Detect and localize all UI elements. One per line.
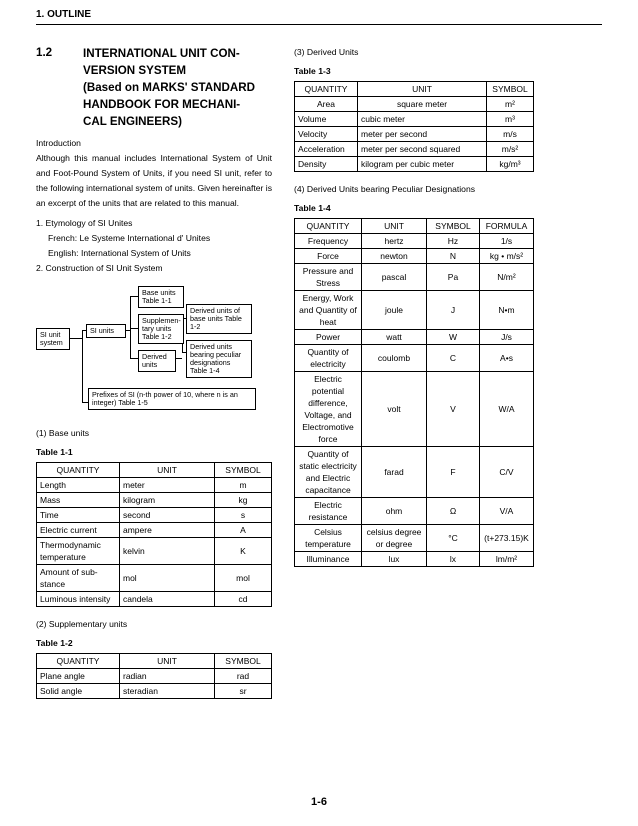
table-cell: C/V bbox=[480, 447, 534, 498]
table-cell: Solid angle bbox=[37, 684, 120, 699]
table3-label: (3) Derived Units bbox=[294, 47, 359, 57]
table-cell: (t+273.15)K bbox=[480, 525, 534, 552]
table-row bbox=[295, 552, 534, 567]
table-cell: A•s bbox=[480, 345, 534, 372]
prefixes-box: Prefixes of SI (n-th power of 10, where n is an integer) Table 1-5 bbox=[88, 388, 256, 410]
table-cell: 1/s bbox=[480, 234, 534, 249]
table-cell: Electric potential difference, Voltage, and Electromotive force bbox=[295, 372, 362, 447]
table-cell: N bbox=[427, 249, 480, 264]
table-cell: Energy, Work and Quantity of heat bbox=[295, 291, 362, 330]
base-units-box: Base units Table 1-1 bbox=[138, 286, 184, 308]
table-row bbox=[295, 127, 534, 142]
connector-line bbox=[130, 296, 131, 358]
table3-caption: Table 1-3 bbox=[294, 66, 331, 76]
table-cell: newton bbox=[362, 249, 427, 264]
table2-caption: Table 1-2 bbox=[36, 638, 73, 648]
table-cell: Luminous intensity bbox=[37, 592, 120, 607]
table-cell: Mass bbox=[37, 493, 120, 508]
derived-of-base-box: Derived units of base units Table 1-2 bbox=[186, 304, 252, 334]
table-row bbox=[295, 330, 534, 345]
table-row bbox=[295, 447, 534, 498]
peculiar-derived-units-table bbox=[294, 218, 534, 567]
table-cell: K bbox=[215, 538, 272, 565]
table-row bbox=[295, 157, 534, 172]
table-cell: Electric resistance bbox=[295, 498, 362, 525]
table-cell: m² bbox=[487, 97, 534, 112]
table-cell: Volume bbox=[295, 112, 358, 127]
table-cell: Area bbox=[295, 97, 358, 112]
table-cell: cd bbox=[215, 592, 272, 607]
table-cell: volt bbox=[362, 372, 427, 447]
table-cell: lux bbox=[362, 552, 427, 567]
table-cell: second bbox=[120, 508, 215, 523]
column-header: QUANTITY bbox=[295, 219, 362, 234]
table-cell: cubic meter bbox=[358, 112, 487, 127]
column-header: QUANTITY bbox=[295, 82, 358, 97]
connector-line bbox=[130, 358, 138, 359]
table-cell: W/A bbox=[480, 372, 534, 447]
column-header: QUANTITY bbox=[37, 654, 120, 669]
table-cell: kelvin bbox=[120, 538, 215, 565]
si-construction-diagram bbox=[36, 280, 272, 420]
table-row bbox=[295, 112, 534, 127]
column-header: UNIT bbox=[362, 219, 427, 234]
table-cell: mol bbox=[215, 565, 272, 592]
table-cell: mol bbox=[120, 565, 215, 592]
connector-line bbox=[70, 338, 82, 339]
table-cell: °C bbox=[427, 525, 480, 552]
table-cell: N/m² bbox=[480, 264, 534, 291]
table-cell: V bbox=[427, 372, 480, 447]
table-cell: Quantity of static electricity and Electric capacitance bbox=[295, 447, 362, 498]
table-cell: meter bbox=[120, 478, 215, 493]
table-cell: Density bbox=[295, 157, 358, 172]
table-cell: Amount of sub- stance bbox=[37, 565, 120, 592]
list-item-1-english: English: International System of Units bbox=[48, 248, 191, 258]
table-row bbox=[295, 264, 534, 291]
column-header: UNIT bbox=[120, 654, 215, 669]
table-cell: candela bbox=[120, 592, 215, 607]
table-cell: V/A bbox=[480, 498, 534, 525]
table-cell: kg bbox=[215, 493, 272, 508]
table-cell: W bbox=[427, 330, 480, 345]
table-cell: Pressure and Stress bbox=[295, 264, 362, 291]
table-cell: joule bbox=[362, 291, 427, 330]
page-number: 1-6 bbox=[311, 796, 327, 808]
derived-units-box: Derived units bbox=[138, 350, 176, 372]
table-row bbox=[37, 493, 272, 508]
table-cell: coulomb bbox=[362, 345, 427, 372]
table-cell: Celsius temperature bbox=[295, 525, 362, 552]
table-row bbox=[37, 523, 272, 538]
table-cell: s bbox=[215, 508, 272, 523]
column-header: FORMULA bbox=[480, 219, 534, 234]
table-row bbox=[295, 249, 534, 264]
table-cell: rad bbox=[215, 669, 272, 684]
table-cell: Pa bbox=[427, 264, 480, 291]
table4-label: (4) Derived Units bearing Peculiar Designations bbox=[294, 184, 476, 194]
table1-label: (1) Base units bbox=[36, 428, 90, 438]
table-cell: Quantity of electricity bbox=[295, 345, 362, 372]
connector-line bbox=[130, 328, 138, 329]
table-cell: Ω bbox=[427, 498, 480, 525]
connector-line bbox=[130, 296, 138, 297]
table-cell: m³ bbox=[487, 112, 534, 127]
table-cell: pascal bbox=[362, 264, 427, 291]
table-cell: Hz bbox=[427, 234, 480, 249]
table-cell: J/s bbox=[480, 330, 534, 345]
column-header: UNIT bbox=[120, 463, 215, 478]
table-cell: Acceleration bbox=[295, 142, 358, 157]
table-cell: Velocity bbox=[295, 127, 358, 142]
table-cell: meter per second bbox=[358, 127, 487, 142]
table-row bbox=[295, 345, 534, 372]
table-row bbox=[37, 669, 272, 684]
table-cell: steradian bbox=[120, 684, 215, 699]
table-cell: A bbox=[215, 523, 272, 538]
table-cell: C bbox=[427, 345, 480, 372]
table-cell: m/s² bbox=[487, 142, 534, 157]
section-title-line: INTERNATIONAL UNIT CON- bbox=[83, 47, 240, 60]
table-row bbox=[37, 508, 272, 523]
table1-caption: Table 1-1 bbox=[36, 447, 73, 457]
table-row bbox=[37, 565, 272, 592]
table-cell: Frequency bbox=[295, 234, 362, 249]
table-cell: sr bbox=[215, 684, 272, 699]
running-header: 1. OUTLINE bbox=[36, 9, 92, 20]
table-row bbox=[295, 372, 534, 447]
right-column bbox=[294, 45, 534, 567]
table4-caption: Table 1-4 bbox=[294, 203, 331, 213]
si-units-box: SI units bbox=[86, 324, 126, 338]
table-cell: Force bbox=[295, 249, 362, 264]
table-cell: N•m bbox=[480, 291, 534, 330]
connector-line bbox=[82, 330, 83, 402]
table-cell: Plane angle bbox=[37, 669, 120, 684]
derived-peculiar-box: Derived units bearing peculiar designations Table 1-4 bbox=[186, 340, 252, 378]
table-row bbox=[295, 142, 534, 157]
header-rule bbox=[36, 24, 602, 25]
section-title bbox=[83, 45, 272, 130]
column-header: SYMBOL bbox=[215, 654, 272, 669]
table-cell: Thermodynamic temperature bbox=[37, 538, 120, 565]
supplementary-units-box: Supplemen- tary units Table 1-2 bbox=[138, 314, 184, 344]
list-item-1-french: French: Le Systeme International d' Unites bbox=[48, 233, 211, 243]
table-cell: radian bbox=[120, 669, 215, 684]
column-header: SYMBOL bbox=[215, 463, 272, 478]
table-cell: ampere bbox=[120, 523, 215, 538]
table-cell: m/s bbox=[487, 127, 534, 142]
table-cell: F bbox=[427, 447, 480, 498]
table-cell: farad bbox=[362, 447, 427, 498]
column-header: UNIT bbox=[358, 82, 487, 97]
table-cell: Illuminance bbox=[295, 552, 362, 567]
si-unit-system-box: SI unit system bbox=[36, 328, 70, 350]
column-header: SYMBOL bbox=[427, 219, 480, 234]
table-cell: kg • m/s² bbox=[480, 249, 534, 264]
table-cell: Time bbox=[37, 508, 120, 523]
list-item-2: 2. Construction of SI Unit System bbox=[36, 263, 163, 273]
table-row bbox=[37, 478, 272, 493]
supplementary-units-table bbox=[36, 653, 272, 699]
column-header: SYMBOL bbox=[487, 82, 534, 97]
table-row bbox=[295, 234, 534, 249]
table-cell: watt bbox=[362, 330, 427, 345]
table-cell: kilogram bbox=[120, 493, 215, 508]
table-cell: m bbox=[215, 478, 272, 493]
table-row bbox=[37, 538, 272, 565]
table-row bbox=[295, 498, 534, 525]
table-cell: meter per second squared bbox=[358, 142, 487, 157]
table-cell: celsius degree or degree bbox=[362, 525, 427, 552]
table-cell: kg/m³ bbox=[487, 157, 534, 172]
intro-text: Although this manual includes International System of Unit and Foot-Pound System of Units, if you need SI unit, refer to the following international system of units. Given hereinafter is an excerpt of the units that are related to this manual. bbox=[36, 153, 272, 208]
table-cell: Power bbox=[295, 330, 362, 345]
table-cell: Electric current bbox=[37, 523, 120, 538]
column-header: QUANTITY bbox=[37, 463, 120, 478]
left-column bbox=[36, 45, 272, 699]
table-row bbox=[295, 291, 534, 330]
table2-label: (2) Supplementary units bbox=[36, 619, 128, 629]
table-row bbox=[295, 525, 534, 552]
table-cell: ohm bbox=[362, 498, 427, 525]
table-cell: hertz bbox=[362, 234, 427, 249]
base-units-table bbox=[36, 462, 272, 607]
table-row bbox=[37, 592, 272, 607]
table-cell: kilogram per cubic meter bbox=[358, 157, 487, 172]
section-number: 1.2 bbox=[36, 46, 53, 59]
table-cell: lx bbox=[427, 552, 480, 567]
table-row bbox=[37, 684, 272, 699]
section-title-line: HANDBOOK FOR MECHANI- bbox=[83, 98, 241, 111]
section-title-line: CAL ENGINEERS) bbox=[83, 115, 182, 128]
section-title-line: VERSION SYSTEM bbox=[83, 64, 187, 77]
table-cell: J bbox=[427, 291, 480, 330]
derived-units-table bbox=[294, 81, 534, 172]
intro-heading: Introduction bbox=[36, 138, 81, 148]
table-cell: lm/m² bbox=[480, 552, 534, 567]
table-cell: square meter bbox=[358, 97, 487, 112]
table-cell: Length bbox=[37, 478, 120, 493]
section-title-line: (Based on MARKS' STANDARD bbox=[83, 81, 255, 94]
list-item-1: 1. Etymology of SI Unites bbox=[36, 218, 133, 228]
table-row bbox=[295, 97, 534, 112]
